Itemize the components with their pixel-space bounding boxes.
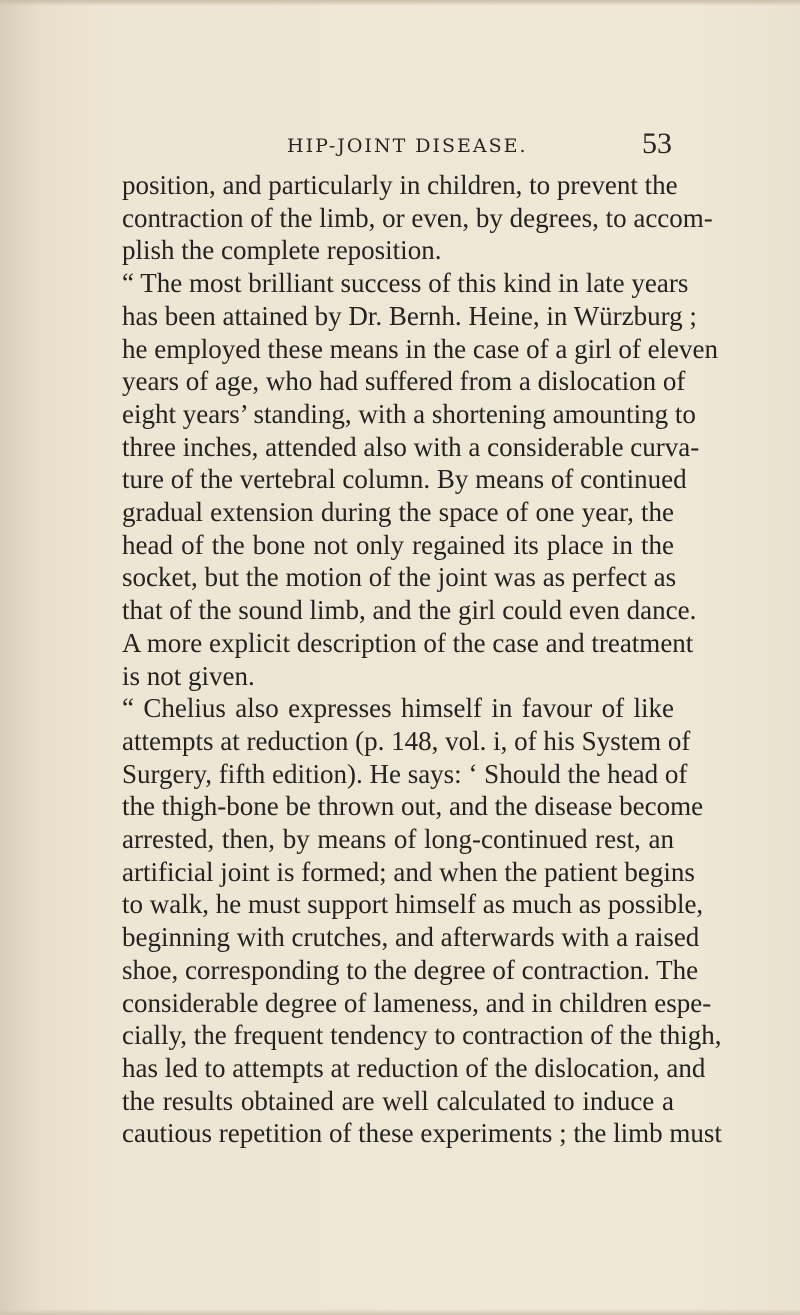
body-text	[122, 169, 722, 1150]
text-line: considerable degree of lameness, and in children espe-	[122, 987, 712, 1018]
text-line: contraction of the limb, or even, by degrees, to accom-	[122, 202, 713, 233]
text-line: years of age, who had suffered from a dislocation of	[122, 366, 686, 397]
text-line: is not given.	[122, 660, 255, 691]
text-line: ture of the vertebral column. By means of continued	[122, 464, 687, 495]
text-line: shoe, corresponding to the degree of contraction. The	[122, 954, 699, 985]
text-line: Surgery, fifth edition). He says: ‘ Should the head of	[122, 758, 688, 789]
text-line: gradual extension during the space of one year, the	[122, 497, 674, 528]
text-line: the results obtained are well calculated to induce a	[122, 1085, 674, 1116]
text-line: plish the complete reposition.	[122, 235, 442, 266]
text-line: artificial joint is formed; and when the patient begins	[122, 856, 695, 887]
text-line: beginning with crutches, and afterwards with a raised	[122, 922, 700, 953]
text-line: has been attained by Dr. Bernh. Heine, in Würzburg ;	[122, 300, 697, 331]
page-number: 53	[642, 127, 672, 160]
text-line: to walk, he must support himself as much as possible,	[122, 889, 704, 920]
text-line: cially, the frequent tendency to contraction of the thigh,	[122, 1020, 722, 1051]
text-line: position, and particularly in children, to prevent the	[122, 170, 678, 200]
running-head	[112, 127, 672, 167]
text-line: “ The most brilliant success of this kind in late years	[122, 268, 689, 299]
text-line: attempts at reduction (p. 148, vol. i, of his System of	[122, 725, 691, 756]
page-top-edge	[0, 0, 800, 6]
text-line: “ Chelius also expresses himself in favour of like	[122, 693, 674, 724]
text-line: A more explicit description of the case and treatment	[122, 627, 694, 658]
text-line: three inches, attended also with a considerable curva-	[122, 431, 700, 462]
text-line: socket, but the motion of the joint was as perfect as	[122, 562, 677, 593]
running-title: HIP-JOINT DISEASE.	[287, 135, 528, 157]
text-line: arrested, then, by means of long-continued rest, an	[122, 824, 674, 855]
text-line: eight years’ standing, with a shortening amounting to	[122, 398, 696, 429]
page-bottom-edge	[0, 1309, 800, 1315]
text-line: he employed these means in the case of a girl of eleven	[122, 333, 719, 364]
text-line: has led to attempts at reduction of the dislocation, and	[122, 1052, 706, 1083]
text-line: cautious repetition of these experiments ; the limb must	[122, 1118, 722, 1149]
text-line: the thigh-bone be thrown out, and the disease become	[122, 791, 704, 822]
text-line: head of the bone not only regained its place in the	[122, 529, 674, 560]
text-line: that of the sound limb, and the girl could even dance.	[122, 595, 697, 626]
